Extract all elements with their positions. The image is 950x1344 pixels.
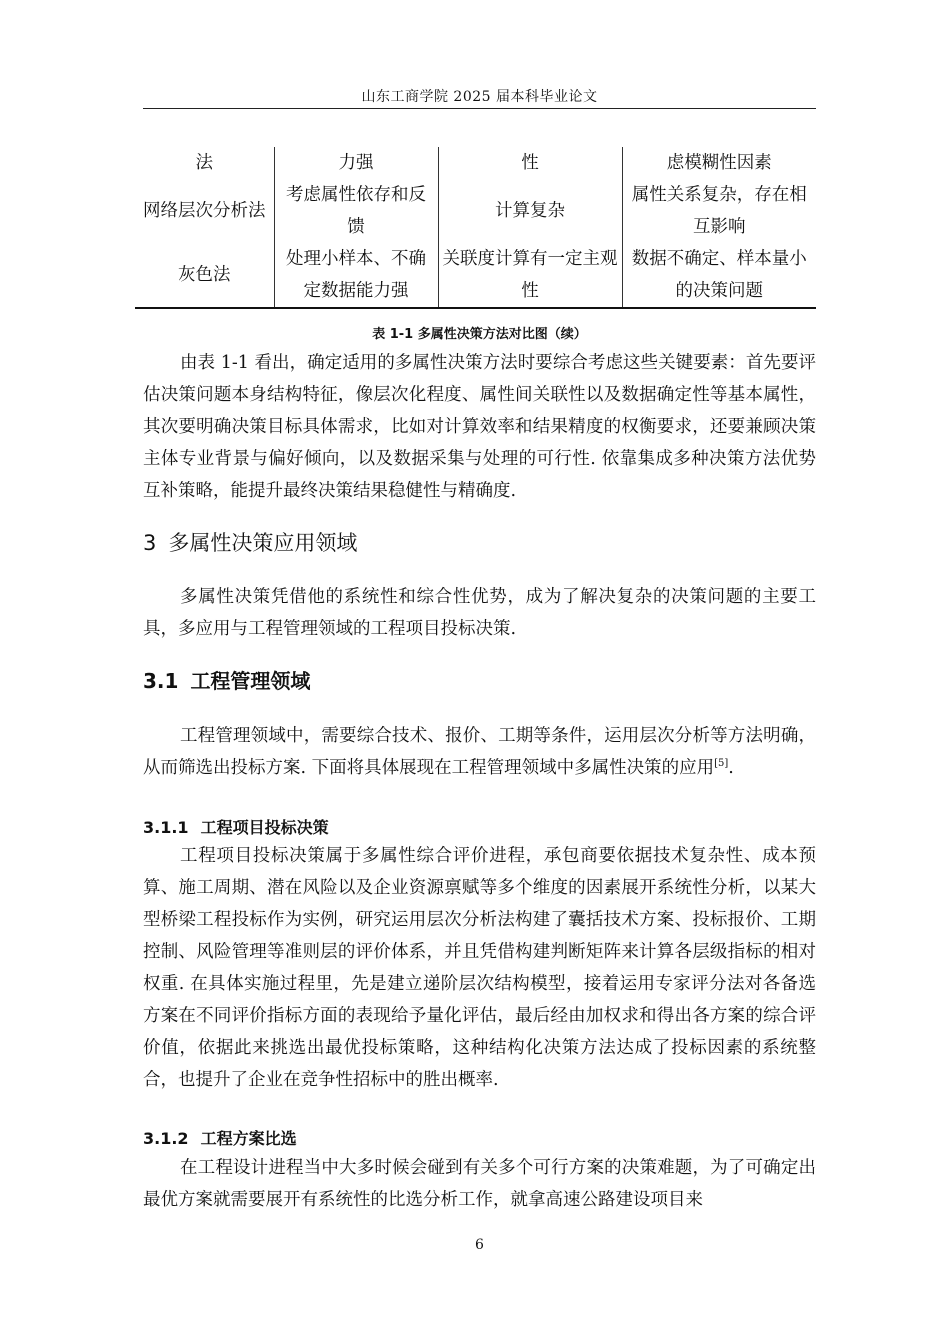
table-row xyxy=(135,243,816,308)
comparison-table xyxy=(135,147,816,309)
table-cell: 属性关系复杂，存在相互影响 xyxy=(622,179,816,243)
table-cell: 数据不确定、样本量小的决策问题 xyxy=(622,243,816,308)
table-cell: 考虑属性依存和反馈 xyxy=(274,179,438,243)
running-header: 山东工商学院 2025 届本科毕业论文 xyxy=(361,89,598,105)
table-cell: 虑模糊性因素 xyxy=(622,147,816,179)
table-row xyxy=(135,147,816,179)
table-row xyxy=(135,179,816,243)
paragraph-intro: 多属性决策凭借他的系统性和综合性优势，成为了解决复杂的决策问题的主要工具，多应用与工程管理领域的工程项目投标决策. xyxy=(143,587,816,639)
table-caption: 表 1-1 多属性决策方法对比图（续） xyxy=(372,327,587,342)
citation-ref: [5] xyxy=(714,758,729,770)
section-number: 3.1 xyxy=(143,669,179,693)
paragraph-end: . xyxy=(728,758,734,778)
table-cell: 灰色法 xyxy=(135,243,274,308)
table-cell: 法 xyxy=(195,153,213,173)
section-number: 3.1.2 xyxy=(143,1129,189,1148)
section-title: 多属性决策应用领域 xyxy=(168,531,358,555)
table-cell: 关联度计算有一定主观性 xyxy=(438,243,622,308)
table-cell: 力强 xyxy=(274,147,438,179)
paragraph-bidding: 工程项目投标决策属于多属性综合评价进程，承包商要依据技术复杂性、成本预算、施工周期、潜在风险以及企业资源禀赋等多个维度的因素展开系统性分析，以某大型桥梁工程投标作为实例，研究运用层次分析法构建了囊括技术方案、投标报价、工期控制、风险管理等准则层的评价体系，并且凭借构建判断矩阵来计算各层级指标的相对权重. 在具体实施过程里，先是建立递阶层次结构模型，接着运用专家评分法对各备选方案在不同评价指标方面的表现给予量化评估，最后经由加权求和得出各方案的综合评价值，依据此来挑选出最优投标策略，这种结构化决策方法达成了投标因素的系统整合，也提升了企业在竞争性招标中的胜出概率. xyxy=(143,846,816,1090)
header-rule xyxy=(143,108,816,109)
section-title: 工程方案比选 xyxy=(200,1129,297,1148)
section-heading-3-1 xyxy=(143,665,310,694)
section-title: 工程项目投标决策 xyxy=(200,818,329,837)
table-cell: 网络层次分析法 xyxy=(143,201,266,221)
section-heading-3-1-1 xyxy=(143,815,329,838)
table-cell: 计算复杂 xyxy=(438,179,622,243)
table-cell: 处理小样本、不确定数据能力强 xyxy=(274,243,438,308)
paragraph-text: 工程管理领域中，需要综合技术、报价、工期等条件，运用层次分析等方法明确，从而筛选出投标方案. 下面将具体展现在工程管理领域中多属性决策的应用 xyxy=(143,726,816,778)
section-number: 3 xyxy=(143,531,157,555)
section-heading-3 xyxy=(143,527,357,557)
paragraph-scheme: 在工程设计进程当中大多时候会碰到有关多个可行方案的决策难题，为了可确定出最优方案就需要展开有系统性的比选分析工作，就拿高速公路建设项目来 xyxy=(143,1158,816,1210)
page-number: 6 xyxy=(475,1237,484,1253)
section-title: 工程管理领域 xyxy=(190,669,311,693)
paragraph-summary: 由表 1-1 看出，确定适用的多属性决策方法时要综合考虑这些关键要素：首先要评估决策问题本身结构特征，像层次化程度、属性间关联性以及数据确定性等基本属性，其次要明确决策目标具体需求，比如对计算效率和结果精度的权衡要求，还要兼顾决策主体专业背景与偏好倾向，以及数据采集与处理的可行性. 依靠集成多种决策方法优势互补策略，能提升最终决策结果稳健性与精确度. xyxy=(143,353,816,501)
paragraph-engineering xyxy=(143,720,816,784)
table-cell: 性 xyxy=(438,147,622,179)
section-heading-3-1-2 xyxy=(143,1126,297,1149)
section-number: 3.1.1 xyxy=(143,818,189,837)
